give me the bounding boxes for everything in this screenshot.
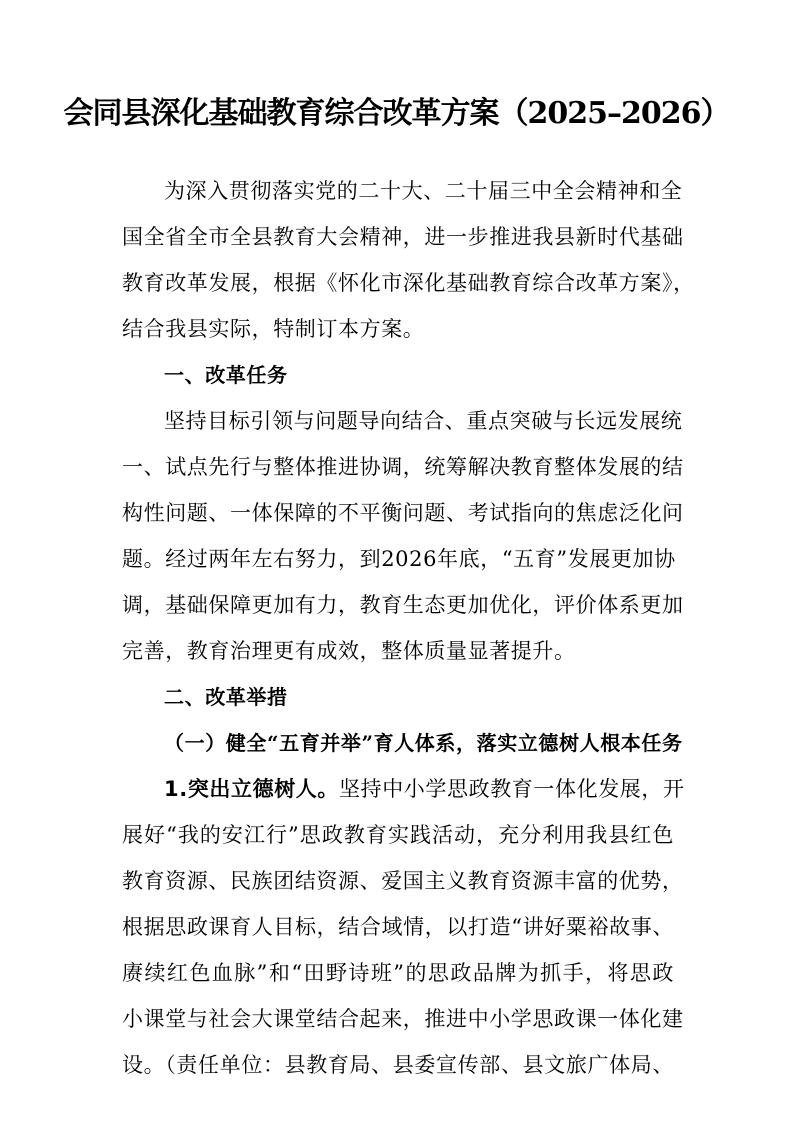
paragraph-line: 展好“我的安江行”思政教育实践活动，充分利用我县红色 (122, 823, 674, 847)
reform-tasks-paragraph (122, 398, 684, 674)
paragraph-line: 构性问题、一体保障的不平衡问题、考试指向的焦虑泛化问 (122, 501, 684, 525)
item1-paragraph (122, 766, 685, 1088)
paragraph-line: 坚持目标引领与问题导向结合、重点突破与长远发展统 (164, 409, 683, 433)
item-lead-rest: 坚持中小学思政教育一体化发展，开 (339, 777, 685, 801)
document-title: 会同县深化基础教育综合改革方案（2025–2026） (63, 96, 730, 131)
paragraph-line: 调，基础保障更加有力，教育生态更加优化，评价体系更加 (122, 593, 684, 617)
paragraph-line: 教育改革发展，根据《怀化市深化基础教育综合改革方案》， (122, 271, 695, 295)
paragraph-line: 教育资源、民族团结资源、爱国主义教育资源丰富的优势， (122, 869, 684, 893)
section-heading-reform-tasks: 一、改革任务 (164, 363, 288, 387)
paragraph-line: 为深入贯彻落实党的二十大、二十届三中全会精神和全 (164, 179, 683, 203)
paragraph-line: 小课堂与社会大课堂结合起来，推进中小学思政课一体化建 (122, 1007, 684, 1031)
document-body (122, 168, 695, 1088)
paragraph-line (122, 766, 685, 812)
item-lead: 1.突出立德树人。 (164, 777, 339, 801)
paragraph-line: 赓续红色血脉”和“田野诗班”的思政品牌为抓手，将思政 (122, 961, 674, 985)
paragraph-line: 国全省全市全县教育大会精神，进一步推进我县新时代基础 (122, 225, 684, 249)
paragraph-line: 题。经过两年左右努力，到2026年底，“五育”发展更加协 (122, 547, 676, 571)
subsection-heading: （一）健全“五育并举”育人体系，落实立德树人根本任务 (164, 731, 683, 755)
paragraph-line: 结合我县实际，特制订本方案。 (122, 317, 425, 341)
section-heading-reform-measures: 二、改革举措 (164, 685, 288, 709)
intro-paragraph (122, 168, 695, 352)
paragraph-line: 一、试点先行与整体推进协调，统筹解决教育整体发展的结 (122, 455, 684, 479)
paragraph-line: 设。（责任单位：县教育局、县委宣传部、县文旅广体局、 (122, 1053, 674, 1077)
paragraph-line: 根据思政课育人目标，结合域情，以打造“讲好粟裕故事、 (122, 915, 674, 939)
paragraph-line: 完善，教育治理更有成效，整体质量显著提升。 (122, 639, 576, 663)
